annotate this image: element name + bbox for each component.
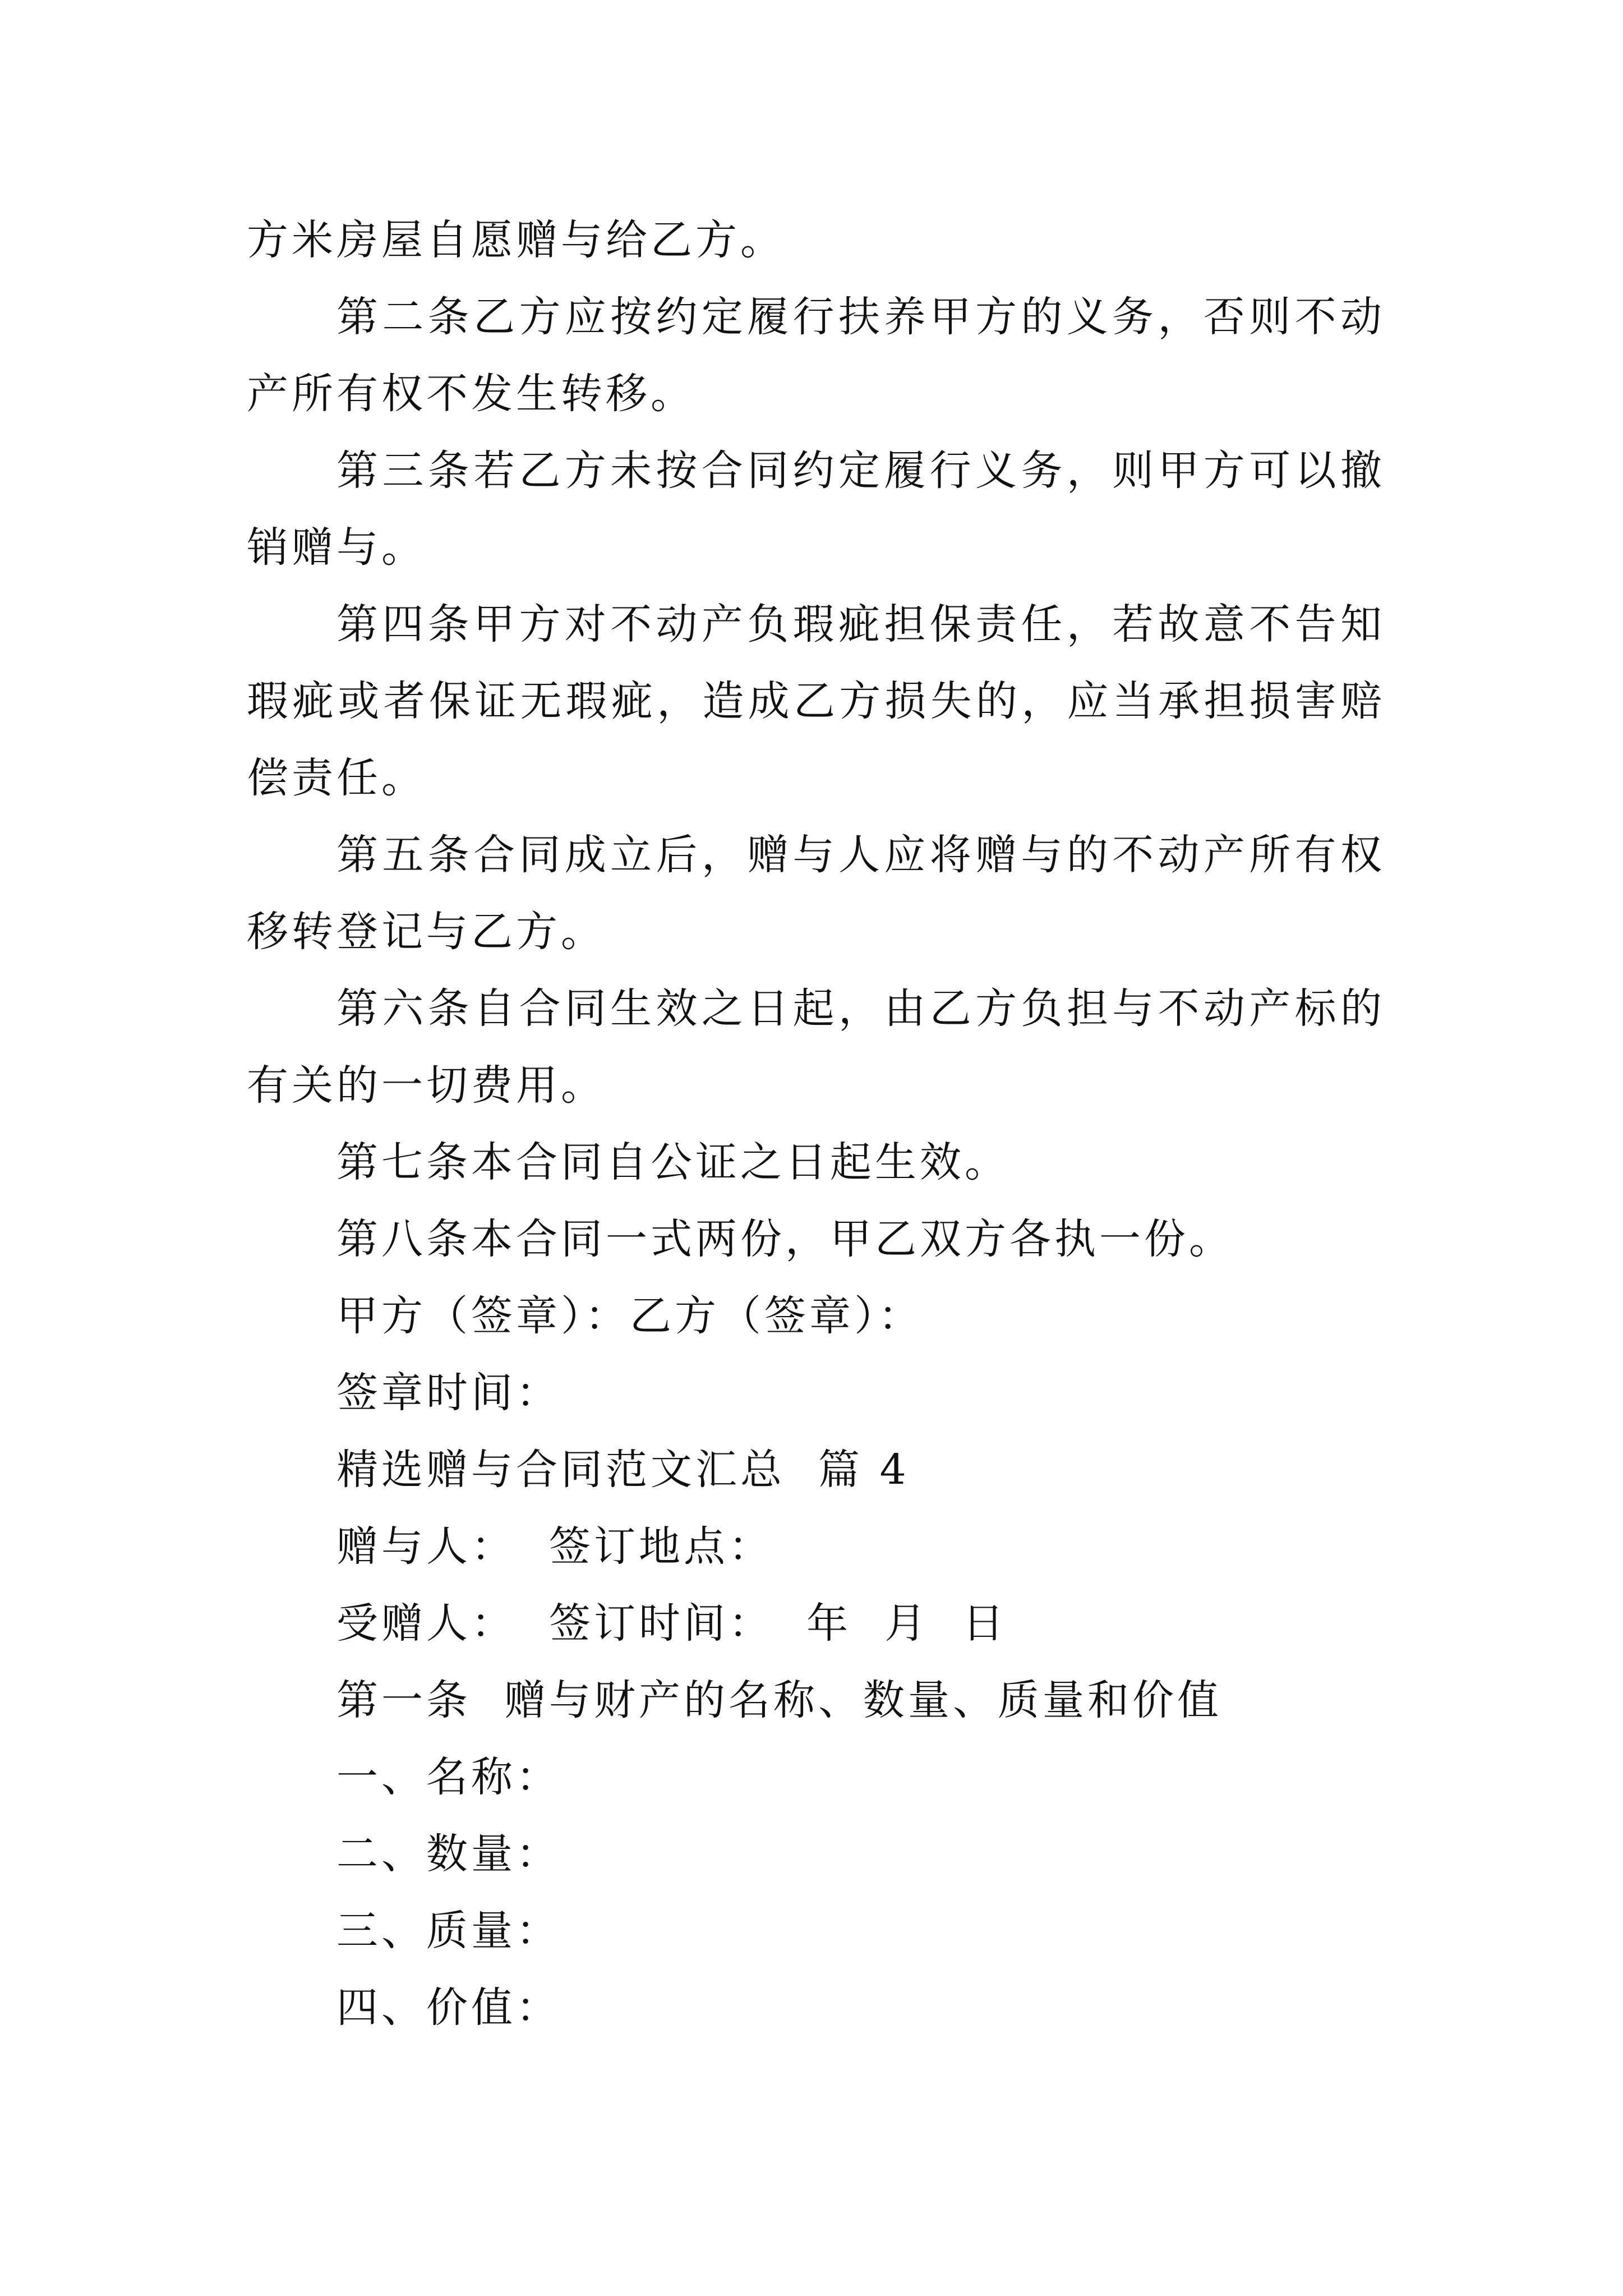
- item-quantity: 二、数量：: [336, 1830, 561, 1878]
- paragraph-article-4: 第四条甲方对不动产负瑕疵担保责任，若故意不告知瑕疵或者保证无瑕疵，造成乙方损失的，应当承担损害赔偿责任。: [247, 600, 1385, 802]
- paragraph-article-5: 第五条合同成立后，赠与人应将赠与的不动产所有权移转登记与乙方。: [247, 831, 1385, 956]
- paragraph-article-8: 第八条本合同一式两份，甲乙双方各执一份。: [336, 1215, 1234, 1263]
- paragraph-article-3: 第三条若乙方未按合同约定履行义务，则甲方可以撤销赠与。: [247, 447, 1385, 572]
- item-value: 四、价值：: [336, 1984, 561, 2032]
- section-heading: 精选赠与合同范文汇总 篇 4: [336, 1446, 910, 1494]
- article-1-heading: 第一条 赠与财产的名称、数量、质量和价值: [336, 1676, 1223, 1724]
- donor-line: 赠与人： 签订地点：: [336, 1522, 774, 1571]
- paragraph-article-2: 第二条乙方应按约定履行扶养甲方的义务，否则不动产所有权不发生转移。: [247, 293, 1385, 418]
- paragraph-article-7: 第七条本合同自公证之日起生效。: [336, 1138, 1009, 1186]
- paragraph-article-6: 第六条自合同生效之日起，由乙方负担与不动产标的有关的一切费用。: [247, 984, 1385, 1110]
- signature-date-line: 签章时间：: [336, 1369, 561, 1417]
- paragraph-gift-house: 方米房屋自愿赠与给乙方。: [247, 216, 785, 264]
- item-name: 一、名称：: [336, 1753, 561, 1801]
- document-body: [247, 202, 1385, 2046]
- signature-line: 甲方（签章）：乙方（签章）：: [336, 1292, 923, 1340]
- donee-line: 受赠人： 签订时间： 年 月 日: [336, 1599, 1008, 1648]
- item-quality: 三、质量：: [336, 1907, 561, 1955]
